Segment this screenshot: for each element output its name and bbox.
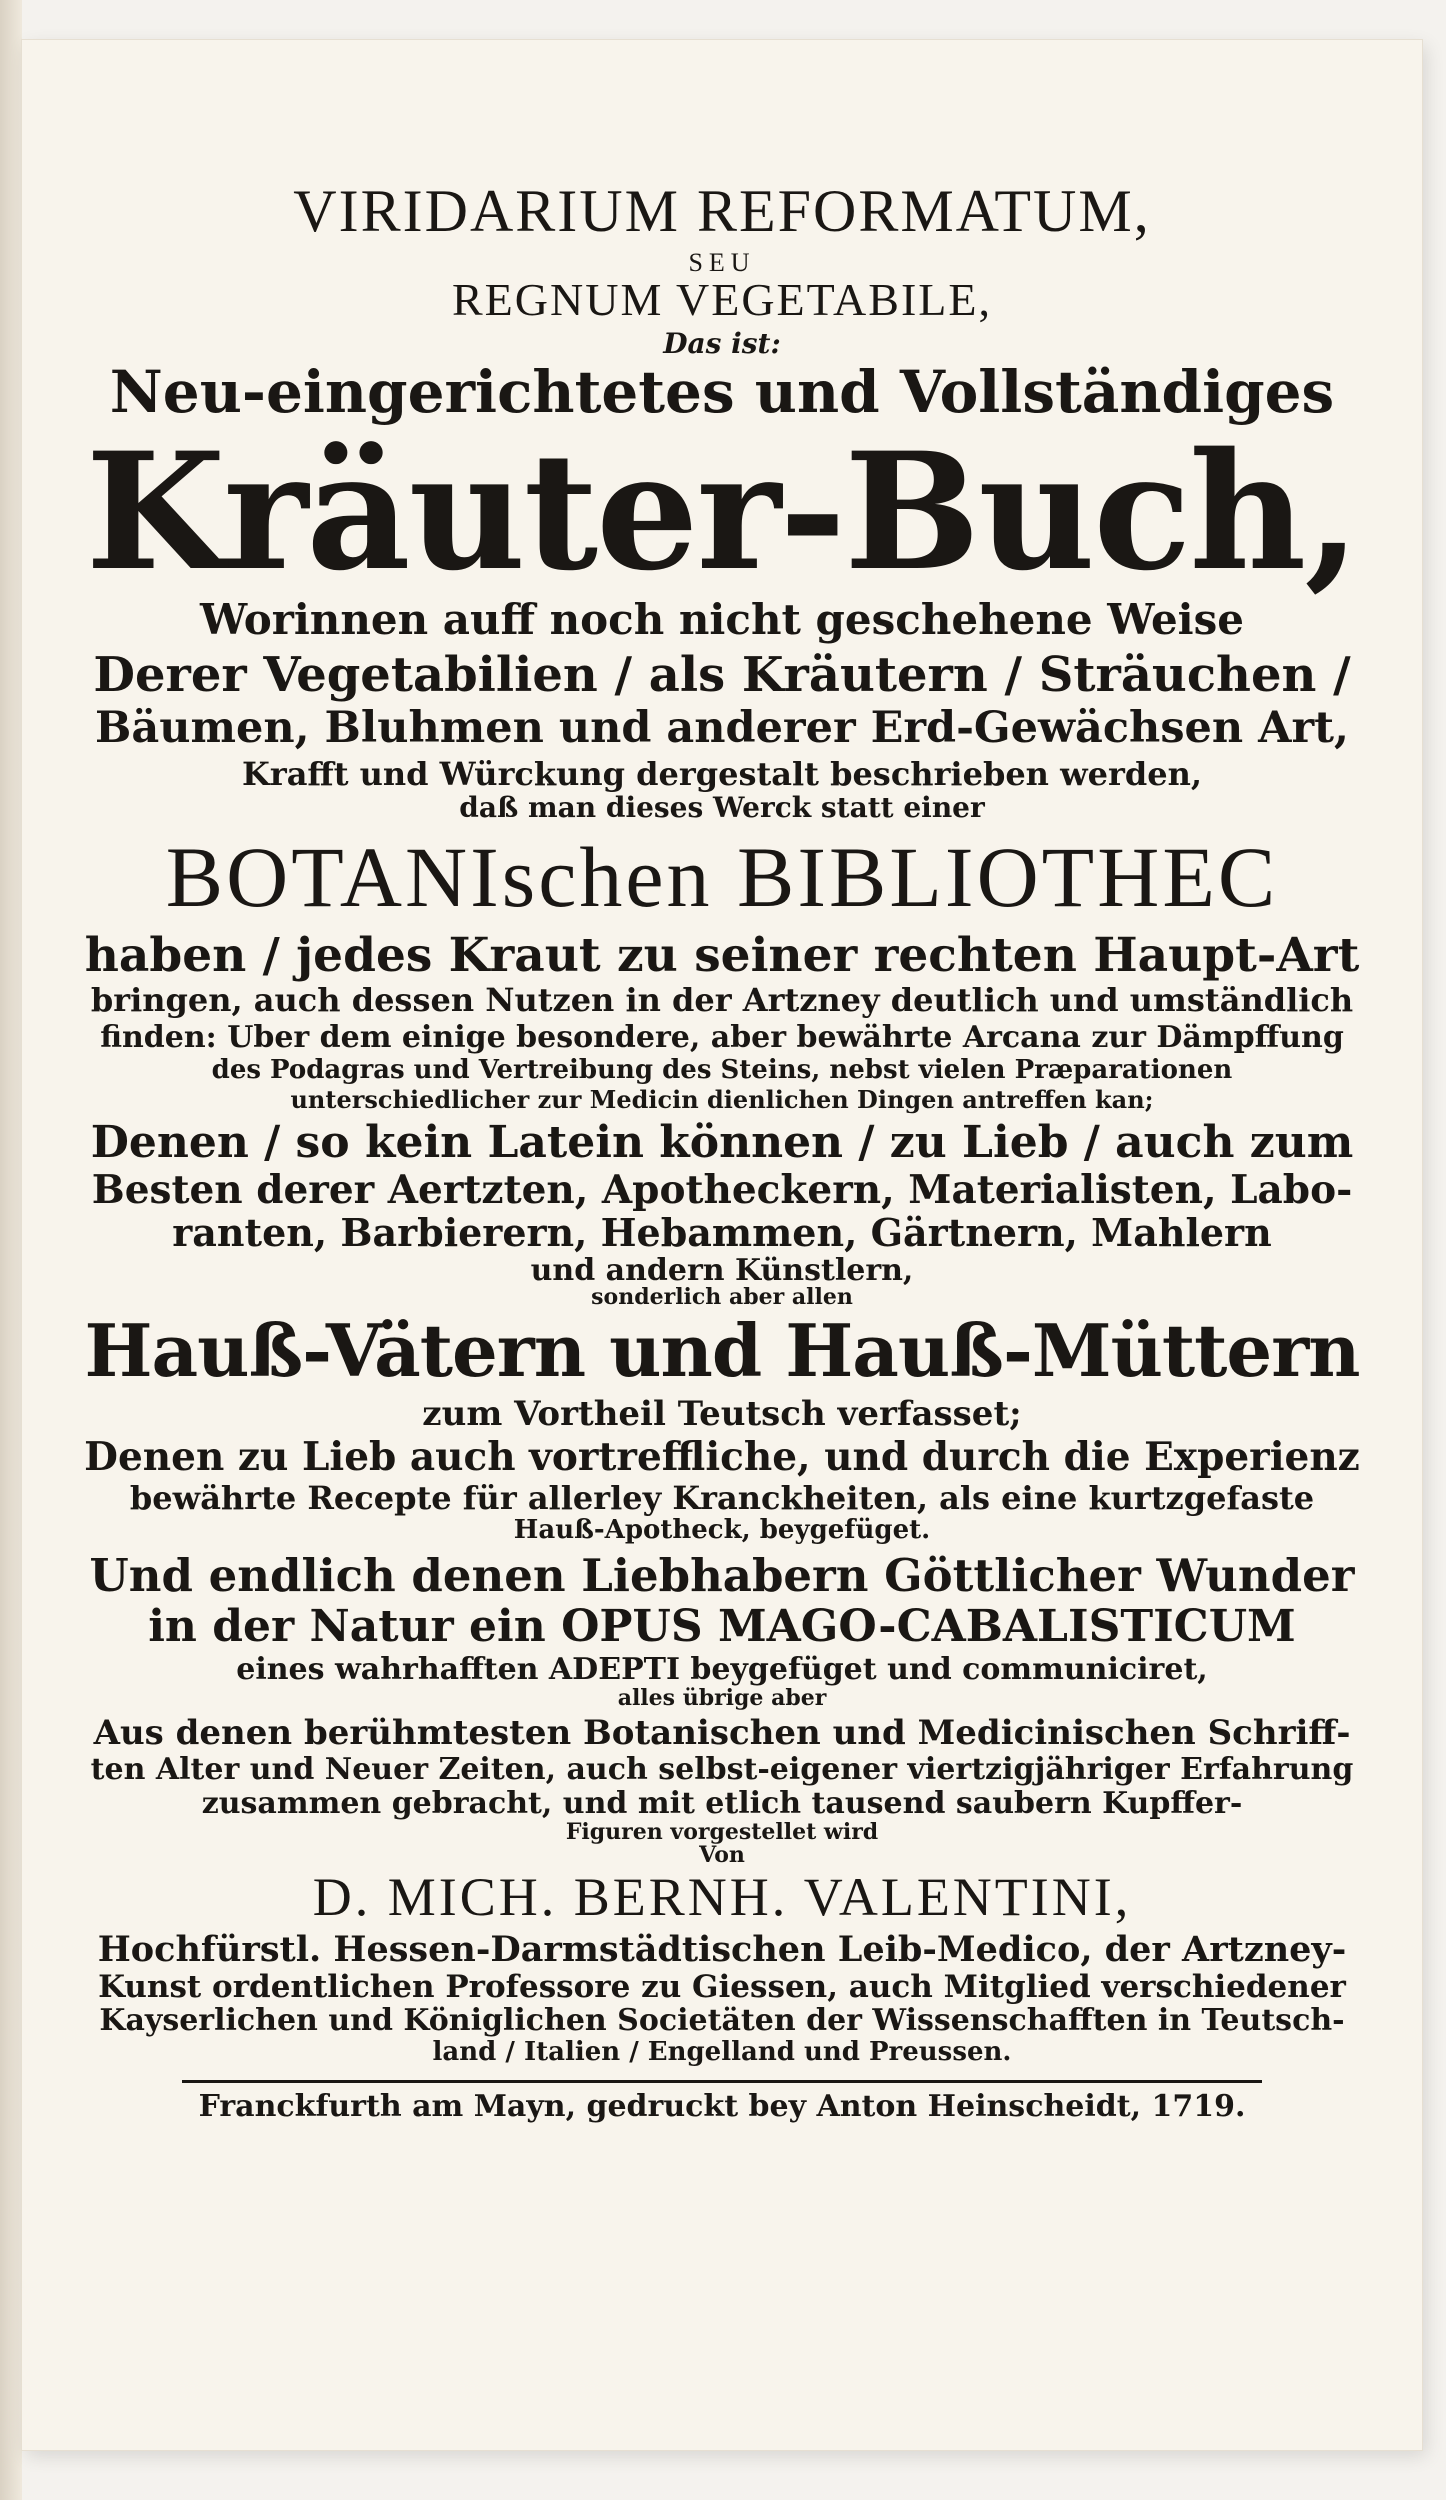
text-line: Denen / so kein Latein können / zu Lieb / auch zum [90,1116,1354,1168]
text-line: land / Italien / Engelland und Preussen. [432,2036,1012,2067]
text-line: in der Natur ein OPUS MAGO-CABALISTICUM [148,1600,1296,1652]
text-line: Figuren vorgestellet wird [565,1819,879,1846]
text-line: Besten derer Aertzten, Apotheckern, Materialisten, Labo- [91,1166,1353,1213]
text-line: Bäumen, Bluhmen und anderer Erd-Gewächsen Art, [95,703,1349,754]
text-line: Krafft und Würckung dergestalt beschrieben werden, [242,754,1202,793]
text-line: Kunst ordentlichen Professore zu Giessen, auch Mitglied verschiedener [98,1968,1346,2005]
imprint-rule [182,2080,1262,2083]
text-line: zum Vortheil Teutsch verfasset; [422,1393,1022,1434]
von-label: Von [699,1842,745,1869]
imprint: Franckfurth am Mayn, gedruckt bey Anton Heinscheidt, 1719. [198,2089,1246,2125]
text-line: unterschiedlicher zur Medicin dienlichen Dingen antreffen kan; [290,1084,1154,1114]
latin-subtitle: REGNUM VEGETABILE, [452,274,992,326]
text-line: Derer Vegetabilien / als Kräutern / Sträuchen / [93,646,1351,703]
text-line: und andern Künstlern, [530,1252,914,1288]
title-page [22,40,1422,2450]
text-line: Worinnen auff noch nicht geschehene Weise [199,594,1245,644]
das-ist: Das ist: [663,326,781,360]
text-line: Aus denen berühmtesten Botanischen und Medicinischen Schriff- [93,1713,1351,1754]
text-line: daß man dieses Werck statt einer [459,791,985,825]
latin-title: VIRIDARIUM REFORMATUM, [293,178,1151,244]
text-line: sonderlich aber allen [591,1284,853,1311]
book-spine-edge [0,0,22,2500]
text-line: Und endlich denen Liebhabern Göttlicher Wunder [89,1549,1355,1603]
botanischen-bibliothec: BOTANIschen BIBLIOTHEC [165,829,1279,926]
text-line: ranten, Barbierern, Hebammen, Gärtnern, Mahlern [172,1209,1272,1255]
hauss-vaetern-heading: Hauß-Vätern und Hauß-Müttern [84,1308,1360,1394]
german-title-line: Neu-eingerichtetes und Vollständiges [109,357,1335,426]
text-line: des Podagras und Vertreibung des Steins, nebst vielen Præparationen [211,1055,1233,1086]
text-line: Hochfürstl. Hessen-Darmstädtischen Leib-Medico, der Artzney- [97,1929,1347,1971]
main-title-kraeuter-buch: Kräuter-Buch, [85,416,1359,606]
text-line: bewährte Recepte für allerley Kranckheiten, als eine kurtzgefaste [129,1478,1315,1517]
text-line: ten Alter und Neuer Zeiten, auch selbst-eigener viertzigjähriger Erfahrung [90,1752,1354,1788]
text-line: zusammen gebracht, und mit etlich tausend saubern Kupffer- [201,1785,1243,1821]
author-name: D. MICH. BERNH. VALENTINI, [312,1867,1132,1928]
title-page-text [82,180,1362,2123]
text-line: haben / jedes Kraut zu seiner rechten Haupt-Art [84,927,1360,983]
text-line: alles übrige aber [617,1685,827,1712]
text-line: eines wahrhafften ADEPTI beygefüget und communiciret, [236,1651,1208,1687]
text-line: Kayserlichen und Königlichen Societäten der Wissenschafften in Teutsch- [99,2003,1345,2039]
text-line: Denen zu Lieb auch vortreffliche, und durch die Experienz [84,1433,1360,1480]
text-line: bringen, auch dessen Nutzen in der Artzney deutlich und umständlich [90,981,1354,1020]
text-line: Hauß-Apotheck, beygefüget. [513,1515,931,1546]
text-line: finden: Uber dem einige besondere, aber bewährte Arcana zur Dämpffung [100,1019,1344,1055]
latin-seu: SEU [688,248,756,277]
